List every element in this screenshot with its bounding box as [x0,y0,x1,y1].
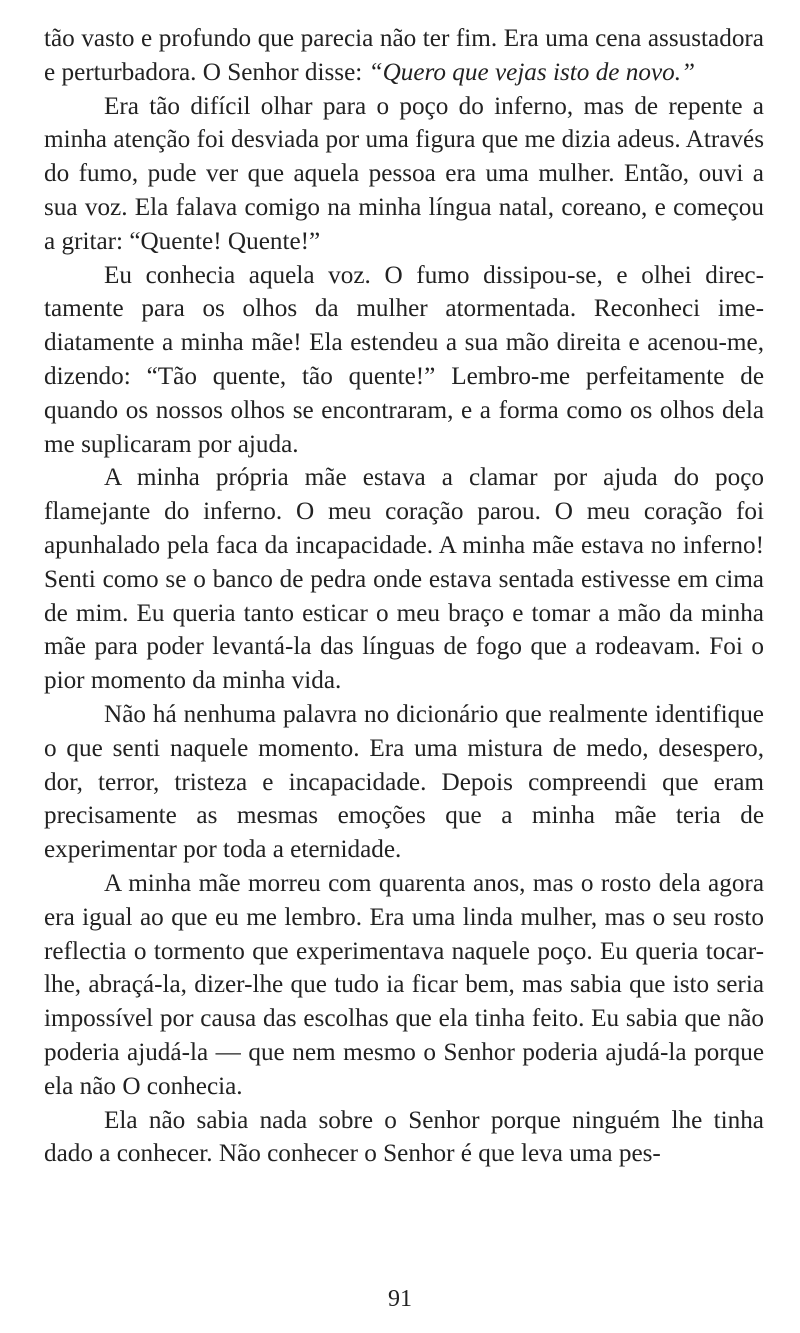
paragraph: A minha mãe morreu com quarenta anos, mas o rosto dela agora era igual ao que eu me lembro. Era uma linda mulher, mas o seu rosto reflectia o tormento que experimentava naquele poço. Eu queria tocar-lhe, abraçá-la, dizer-lhe que tudo ia ficar bem, mas sabia que isto seria impossível por causa das escolhas que ela tinha feito. Eu sabia que não poderia ajudá-la — que nem mesmo o Senhor poderia ajudá-la porque ela não O conhecia. [44,869,764,1100]
page-number: 91 [388,1286,412,1312]
paragraph: Eu conhecia aquela voz. O fumo dissipou-se, e olhei directamente para os olhos da mulher atormentada. Reconheci imediatamente a minha mãe! Ela estendeu a sua mão direita e acenou-me, dizendo: “Tão quente, tão quente!” Lembro-me perfeitamente de quando os nossos olhos se encontraram, e a forma como os olhos dela me suplicaram por ajuda. [44,261,764,458]
paragraph [44,22,764,90]
quoted-speech: “Quero que vejas isto de novo.” [368,58,696,86]
paragraph-text: tão vasto e profundo que parecia não ter fim. Era uma cena assustadora e perturbadora. O Senhor disse: [44,25,764,86]
paragraph: Ela não sabia nada sobre o Senhor porque ninguém lhe tinha dado a conhecer. Não conhecer o Senhor é que leva uma pes- [44,1106,764,1168]
body-text [44,22,764,1171]
paragraph: Não há nenhuma palavra no dicionário que realmente identifique o que senti naquele momento. Era uma mistura de medo, desespero, dor, terror, tristeza e incapacidade. Depois compreendi que eram precisamente as mesmas emoções que a minha mãe teria de experimentar por toda a eternidade. [44,700,764,864]
paragraph: A minha própria mãe estava a clamar por ajuda do poço flamejante do inferno. O meu coração parou. O meu coração foi apunhalado pela faca da incapacidade. A minha mãe estava no inferno! Senti como se o banco de pedra onde estava sentada estivesse em cima de mim. Eu queria tanto esticar o meu braço e tomar a mão da minha mãe para poder levantá-la das línguas de fogo que a rodeavam. Foi o pior momento da minha vida. [44,464,764,695]
paragraph: Era tão difícil olhar para o poço do inferno, mas de repente a minha atenção foi desviada por uma figura que me dizia adeus. Através do fumo, pude ver que aquela pessoa era uma mulher. Então, ouvi a sua voz. Ela falava comigo na minha língua natal, coreano, e começou a gritar: “Quente! Quente!” [44,92,764,255]
